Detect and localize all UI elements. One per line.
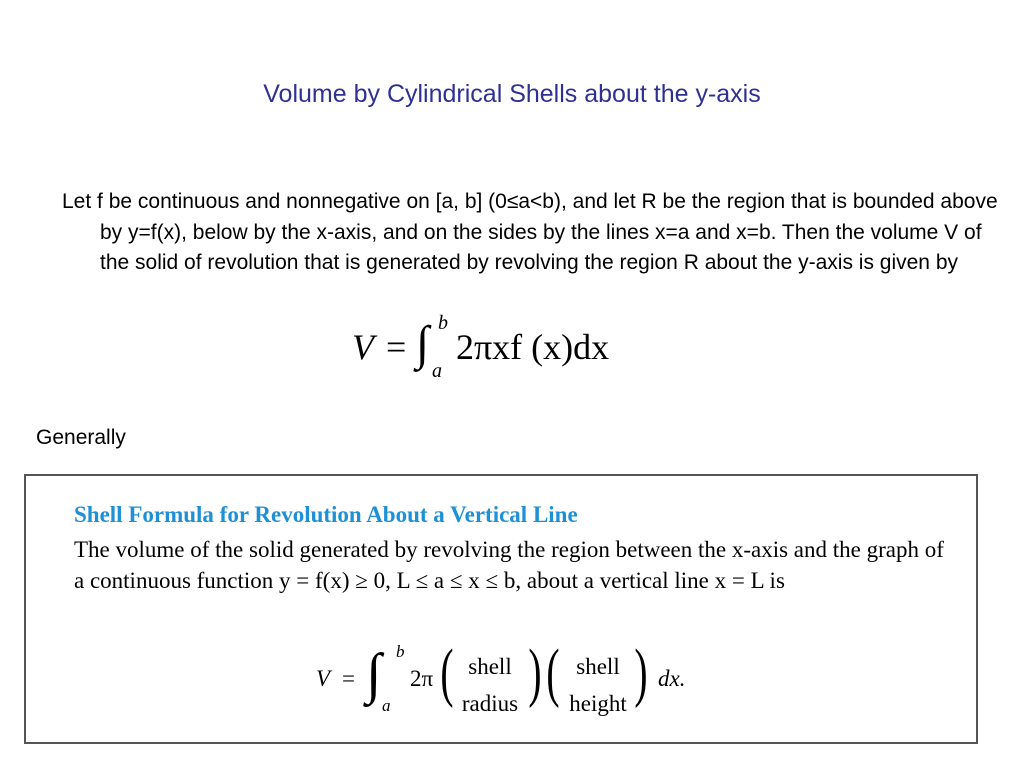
formula-equals: = (386, 327, 407, 367)
shell-height-stack (560, 648, 636, 722)
shell-factor: 2π (410, 666, 434, 691)
generally-label: Generally (36, 426, 126, 449)
shell-integral-upper-limit: b (396, 642, 405, 661)
shell-formula-lhs: V (316, 666, 331, 691)
shell-radius-stack (452, 648, 528, 722)
radius-right-paren: ) (528, 636, 542, 709)
shell-formula-text: The volume of the solid generated by revolving the region between the x-axis and the graph of a continuous function y = f(x) ≥ 0, L ≤ a ≤ x ≤ b, about a vertical line x = L is (74, 537, 944, 593)
shell-differential: dx. (658, 666, 686, 691)
volume-formula (352, 312, 652, 388)
radius-word: radius (461, 691, 519, 716)
height-shell-word: shell (576, 654, 620, 679)
intro-paragraph: Let f be continuous and nonnegative on [a, b] (0≤a<b), and let R be the region that is bounded above by y=f(x), below by the x-axis, and on the sides by the lines x=a and x=b. Then the volume V of the solid of revolution that is generated by revolving the region R about the y-axis is given by (62, 190, 998, 274)
height-word: height (569, 691, 627, 716)
shell-integral-lower-limit: a (382, 696, 391, 715)
shell-formula-heading: Shell Formula for Revolution About a Vertical Line (74, 502, 578, 527)
shell-formula (312, 638, 712, 718)
integral-sign: ∫ (416, 317, 430, 370)
shell-formula-box (24, 474, 978, 744)
height-right-paren: ) (634, 636, 648, 709)
shell-formula-equals: = (342, 666, 355, 691)
integral-upper-limit: b (438, 312, 448, 334)
formula-lhs: V (352, 327, 374, 367)
shell-integral-sign: ∫ (366, 643, 382, 705)
integrand: 2πxf (x)dx (456, 327, 610, 367)
slide-title: Volume by Cylindrical Shells about the y-axis (263, 80, 761, 108)
radius-left-paren: ( (440, 636, 454, 709)
height-left-paren: ( (546, 636, 560, 709)
radius-shell-word: shell (468, 654, 512, 679)
integral-lower-limit: a (432, 360, 442, 382)
